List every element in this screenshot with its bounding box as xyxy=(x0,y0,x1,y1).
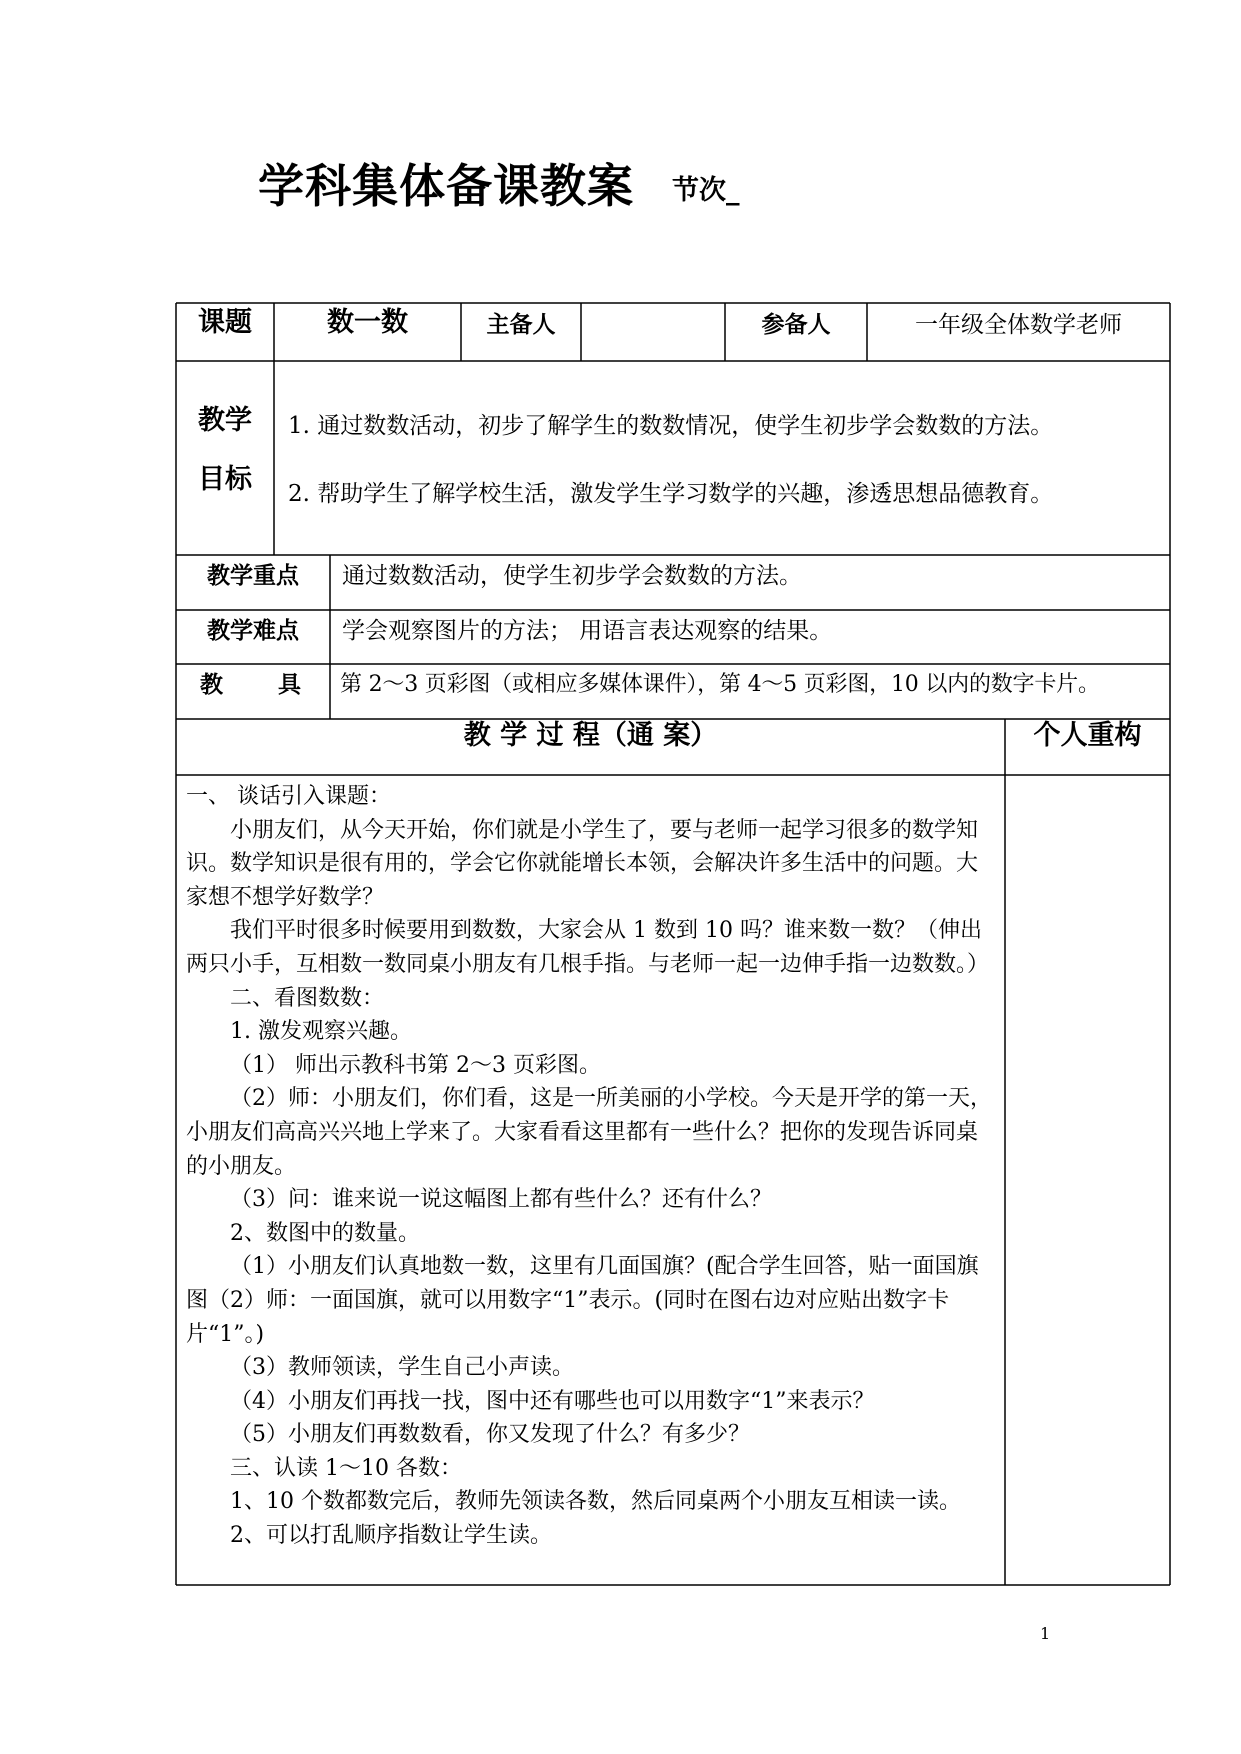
process-line: 2、可以打乱顺序指数让学生读。 xyxy=(230,1523,552,1549)
difficulty-label: 教学难点 xyxy=(207,617,299,644)
tools-label-right: 具 xyxy=(278,671,301,698)
process-line: （1） 师出示教科书第 2～3 页彩图。 xyxy=(230,1052,601,1078)
section-number-label: 节次_ xyxy=(672,175,740,206)
topic-label: 课题 xyxy=(198,307,252,338)
process-line: 2、数图中的数量。 xyxy=(230,1220,420,1246)
process-line: 小朋友们，从今天开始，你们就是小学生了，要与老师一起学习很多的数学知识。数学知识是很有用的，学会它你就能增长本领，会解决许多生活中的问题。大家想不想学好数学？ xyxy=(186,817,979,910)
key-point-value: 通过数数活动，使学生初步学会数数的方法。 xyxy=(342,563,802,589)
participants-value: 一年级全体数学老师 xyxy=(915,312,1122,338)
tools-value: 第 2～3 页彩图（或相应多媒体课件），第 4～5 页彩图，10 以内的数字卡片。 xyxy=(340,672,1100,697)
lead-preparer-label: 主备人 xyxy=(486,311,556,338)
process-line: 我们平时很多时候要用到数数，大家会从 1 数到 10 吗？谁来数一数？（伸出两只小手，互相数一数同桌小朋友有几根手指。与老师一起一边伸手指一边数数。） xyxy=(186,918,990,977)
process-line: （2）师：小朋友们，你们看，这是一所美丽的小学校。今天是开学的第一天，小朋友们高高兴兴地上学来了。大家看看这里都有一些什么？把你的发现告诉同桌的小朋友。 xyxy=(186,1086,992,1179)
participants-label: 参备人 xyxy=(761,311,831,338)
process-line: 三、认读 1～10 各数： xyxy=(230,1455,462,1481)
process-line: 二、看图数数： xyxy=(230,985,385,1011)
process-line: （3）问：谁来说一说这幅图上都有些什么？还有什么？ xyxy=(230,1187,772,1213)
lead-preparer-value xyxy=(581,303,725,361)
difficulty-value: 学会观察图片的方法； 用语言表达观察的结果。 xyxy=(342,618,833,644)
process-line: （4）小朋友们再找一找，图中还有哪些也可以用数字“1”来表示？ xyxy=(230,1388,875,1414)
process-line: 一、 谈话引入课题： xyxy=(186,784,391,809)
process-line: （1）小朋友们认真地数一数，这里有几面国旗？(配合学生回答，贴一面国旗图（2）师：一面国旗，就可以用数字“1”表示。(同时在图右边对应贴出数字卡片“1”。) xyxy=(186,1254,979,1347)
goals-label-line2: 目标 xyxy=(198,464,252,495)
process-content xyxy=(186,780,996,1553)
goals-label-line1: 教学 xyxy=(198,405,252,436)
tools-label-left: 教 xyxy=(200,671,223,698)
personal-rework-header: 个人重构 xyxy=(1033,720,1142,751)
page-title: 学科集体备课教案 xyxy=(258,159,634,213)
page-number: 1 xyxy=(1040,1624,1051,1643)
process-line: 1. 激发观察兴趣。 xyxy=(230,1019,412,1045)
topic-value: 数一数 xyxy=(327,307,408,338)
process-header: 教 学 过 程（通 案） xyxy=(463,720,718,751)
key-point-label: 教学重点 xyxy=(207,562,299,589)
process-line: 1、10 个数都数完后，教师先领读各数，然后同桌两个小朋友互相读一读。 xyxy=(230,1489,961,1515)
goal-item-2: 2. 帮助学生了解学校生活，激发学生学习数学的兴趣，渗透思想品德教育。 xyxy=(288,481,1054,507)
process-line: （3）教师领读，学生自己小声读。 xyxy=(230,1355,574,1381)
process-line: （5）小朋友们再数数看，你又发现了什么？有多少？ xyxy=(230,1422,750,1448)
goal-item-1: 1. 通过数数活动，初步了解学生的数数情况，使学生初步学会数数的方法。 xyxy=(288,413,1054,439)
